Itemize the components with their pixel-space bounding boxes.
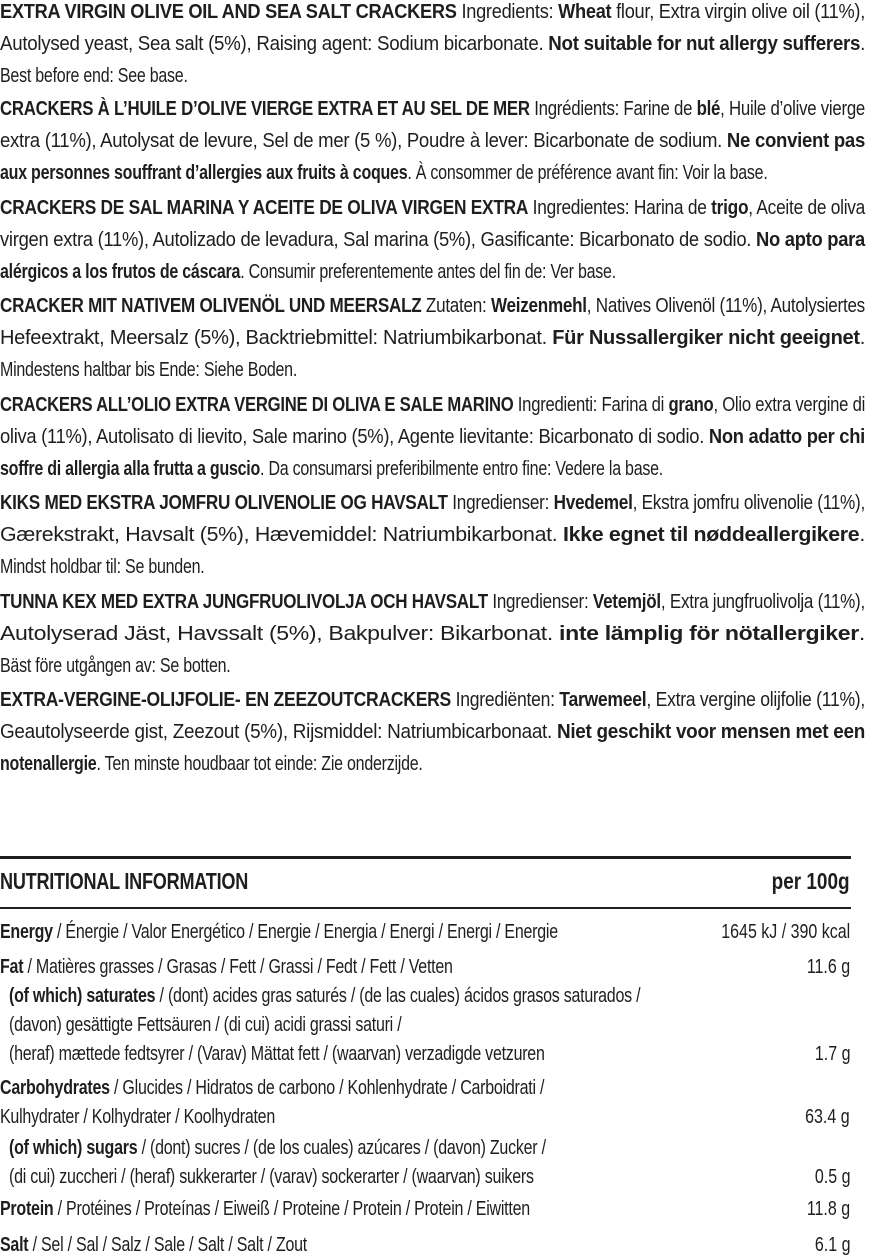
bold-segment: CRACKERS ALL’OLIO EXTRA VERGINE DI OLIVA E SALE MARINO (0, 394, 514, 416)
text-segment: Zutaten: (421, 295, 491, 317)
text-segment: (heraf) mættede fedtsyrer / (Varav) Mättat fett / (waarvan) verzadigde vetzuren (9, 1043, 545, 1065)
bold-segment: Weizenmehl (490, 295, 587, 317)
ingredients-paragraph-1-line (0, 61, 235, 91)
text-segment: Kulhydrater / Kolhydrater / Koolhydraten (0, 1106, 276, 1128)
text-segment: / Énergie / Valor Energético / Energie / Energia / Energi / Energi / Energie (52, 921, 558, 943)
ingredients-paragraph-6-line (0, 552, 256, 582)
text-segment: Ingredienti: Farina di (513, 394, 669, 416)
nutrition-row-sugars-label (9, 1162, 665, 1192)
nutrition-row-carbohydrates-value: 63.4 g (805, 1106, 850, 1128)
text-segment: / (dont) sucres / (de los cuales) azúcares / (davon) Zucker / (137, 1137, 546, 1159)
ingredients-paragraph-8-line (0, 717, 869, 747)
nutrition-row-salt-label (0, 1230, 384, 1260)
nutrition-row-saturates-label (9, 981, 798, 1011)
nutrition-row-carbohydrates-label (0, 1073, 680, 1103)
ingredients-paragraph-4-line (0, 323, 866, 353)
ingredients-paragraph-6-line (0, 520, 865, 550)
nutrition-row-salt-value: 6.1 g (814, 1234, 850, 1256)
text-segment: Mindestens haltbar bis Ende: Siehe Boden. (0, 359, 298, 381)
ingredients-paragraph-7-line (0, 619, 865, 649)
text-segment: , Aceite de oliva (748, 197, 866, 219)
nutrition-row-sugars-label (9, 1133, 680, 1163)
nutrition-row-saturates-label (9, 1010, 500, 1040)
ingredients-paragraph-6-line (0, 488, 869, 518)
text-segment: , Huile d’olive vierge (720, 98, 866, 120)
text-segment: , Extra jungfruolivolja (11%), (660, 591, 865, 613)
text-segment: . À consommer de préférence avant fin: Voir la base. (407, 162, 768, 184)
text-segment: Ingredienser: (447, 492, 554, 514)
text-segment: / Protéines / Proteínas / Eiweiß / Proteine / Protein / Protein / Eiwitten (53, 1198, 530, 1220)
ingredients-paragraph-5-line (0, 390, 869, 420)
text-segment: / (dont) acides gras saturés / (de las cuales) ácidos grasos saturados / (155, 985, 641, 1007)
bold-segment: soffre di allergia alla frutta a guscio (0, 458, 261, 480)
text-segment: , Extra vergine olijfolie (11%), (646, 689, 866, 711)
text-segment: Ingredientes: Harina de (528, 197, 712, 219)
ingredients-paragraph-3-line (0, 193, 869, 223)
nutrition-header-rule (0, 907, 851, 909)
text-segment: extra (11%), Autolysat de levure, Sel de mer (5 %), Poudre à lever: Bicarbonate de sodium. (0, 130, 727, 152)
bold-segment: inte lämplig för nötallergiker (559, 623, 859, 645)
text-segment: Best before end: See base. (0, 65, 188, 87)
bold-segment: EXTRA VIRGIN OLIVE OIL AND SEA SALT CRACKERS (0, 1, 457, 23)
text-segment: Ingredients: (456, 1, 559, 23)
ingredients-paragraph-5-line (0, 454, 829, 484)
text-segment: / Matières grasses / Grasas / Fett / Grassi / Fedt / Fett / Vetten (23, 956, 453, 978)
bold-segment: Energy (0, 921, 53, 943)
bold-segment: Fat (0, 956, 24, 978)
text-segment: . (858, 623, 865, 645)
bold-segment: TUNNA KEX MED EXTRA JUNGFRUOLIVOLJA OCH HAVSALT (0, 591, 488, 613)
text-segment: / Sel / Sal / Salz / Sale / Salt / Salt / Zout (28, 1234, 308, 1256)
text-segment: Ingredienser: (487, 591, 593, 613)
text-segment: Ingrédients: Farine de (529, 98, 697, 120)
bold-segment: blé (696, 98, 721, 120)
text-segment: Bäst före utgången av: Se botten. (0, 655, 231, 677)
bold-segment: Hvedemel (553, 492, 633, 514)
text-segment: (davon) gesättigte Fettsäuren / (di cui) acidi grassi saturi / (9, 1014, 402, 1036)
bold-segment: alérgicos a los frutos de cáscara (0, 261, 241, 283)
text-segment: , Natives Olivenöl (11%), Autolysiertes (586, 295, 865, 317)
text-segment: , Olio extra vergine di (713, 394, 866, 416)
text-segment: . (859, 524, 865, 546)
bold-segment: (of which) sugars (9, 1137, 138, 1159)
nutrition-row-energy-value: 1645 kJ / 390 kcal (721, 921, 850, 943)
ingredients-paragraph-1-line (0, 0, 869, 27)
text-segment: virgen extra (11%), Autolizado de levadura, Sal marina (5%), Gasificante: Bicarbonato de sodio. (0, 229, 756, 251)
text-segment: . (860, 33, 866, 55)
bold-segment: Niet geschikt voor mensen met een (556, 721, 865, 743)
bold-segment: CRACKER MIT NATIVEM OLIVENÖL UND MEERSALZ (0, 295, 422, 317)
text-segment: oliva (11%), Autolisato di lievito, Sale marino (5%), Agente lievitante: Bicarbonato di sodio. (0, 426, 709, 448)
nutrition-top-rule (0, 856, 851, 859)
nutrition-row-saturates-label (9, 1039, 679, 1069)
nutrition-row-protein-value: 11.8 g (806, 1198, 850, 1220)
ingredients-paragraph-7-line (0, 587, 869, 617)
text-segment: Gærekstrakt, Havsalt (5%), Hævemiddel: Natriumbikarbonat. (0, 524, 564, 546)
bold-segment: trigo (711, 197, 749, 219)
text-segment: . Ten minste houdbaar tot einde: Zie onderzijde. (96, 753, 423, 775)
text-segment: (di cui) zuccheri / (heraf) sukkerarter / (varav) sockerarter / (waarvan) suikers (9, 1166, 534, 1188)
bold-segment: Non adatto per chi (708, 426, 865, 448)
bold-segment: (of which) saturates (9, 985, 156, 1007)
bold-segment: No apto para (755, 229, 866, 251)
nutrition-title: NUTRITIONAL INFORMATION (0, 868, 249, 894)
text-segment: Hefeextrakt, Meersalz (5%), Backtriebmittel: Natriumbikarbonat. (0, 327, 553, 349)
ingredients-paragraph-5-line (0, 422, 869, 452)
text-segment: . Consumir preferentemente antes del fin de: Ver base. (240, 261, 616, 283)
ingredients-paragraph-3-line (0, 257, 770, 287)
bold-segment: Ikke egnet til nøddeallergikere (563, 524, 860, 546)
text-segment: / Glucides / Hidratos de carbono / Kohlenhydrate / Carboidrati / (109, 1077, 545, 1099)
ingredients-paragraph-4-line (0, 355, 371, 385)
text-segment: flour, Extra virgin olive oil (11%), (611, 1, 866, 23)
ingredients-paragraph-1-line (0, 29, 869, 59)
ingredients-paragraph-2-line (0, 126, 869, 156)
ingredients-paragraph-8-line (0, 685, 869, 715)
nutrition-row-fat-label (0, 952, 566, 982)
nutrition-row-fat-value: 11.6 g (806, 956, 850, 978)
text-segment: Ingrediënten: (451, 689, 560, 711)
bold-segment: Carbohydrates (0, 1077, 110, 1099)
bold-segment: CRACKERS DE SAL MARINA Y ACEITE DE OLIVA VIRGEN EXTRA (0, 197, 529, 219)
bold-segment: Tarwemeel (559, 689, 647, 711)
ingredients-paragraph-2-line (0, 158, 869, 188)
text-segment: , Ekstra jomfru olivenolie (11%), (632, 492, 866, 514)
ingredients-paragraph-7-line (0, 651, 288, 681)
per-100g-label: per 100g (772, 868, 850, 894)
bold-segment: grano (668, 394, 714, 416)
bold-segment: Vetemjöl (592, 591, 661, 613)
nutrition-row-saturates-value: 1.7 g (814, 1043, 850, 1065)
text-segment: . Da consumarsi preferibilmente entro fine: Vedere la base. (260, 458, 663, 480)
bold-segment: KIKS MED EKSTRA JOMFRU OLIVENOLIE OG HAVSALT (0, 492, 448, 514)
nutrition-row-sugars-value: 0.5 g (814, 1166, 850, 1188)
bold-segment: CRACKERS À L’HUILE D’OLIVE VIERGE EXTRA ET AU SEL DE MER (0, 98, 530, 120)
ingredients-paragraph-4-line (0, 291, 869, 321)
bold-segment: notenallergie (0, 753, 97, 775)
text-segment: Mindst holdbar til: Se bunden. (0, 556, 205, 578)
nutrition-row-energy-label (0, 917, 697, 947)
nutrition-row-carbohydrates-label (0, 1102, 344, 1132)
text-segment: Autolyserad Jäst, Havssalt (5%), Bakpulver: Bikarbonat. (0, 623, 560, 645)
bold-segment: Salt (0, 1234, 29, 1256)
nutrition-row-protein-label (0, 1194, 662, 1224)
text-segment: . (859, 327, 866, 349)
bold-segment: Für Nussallergiker nicht geeignet (552, 327, 860, 349)
bold-segment: EXTRA-VERGINE-OLIJFOLIE- EN ZEEZOUTCRACKERS (0, 689, 452, 711)
bold-segment: aux personnes souffrant d’allergies aux fruits à coques (0, 162, 408, 184)
bold-segment: Not suitable for nut allergy sufferers (548, 33, 861, 55)
ingredients-paragraph-3-line (0, 225, 869, 255)
text-segment: Autolysed yeast, Sea salt (5%), Raising agent: Sodium bicarbonate. (0, 33, 549, 55)
ingredients-paragraph-2-line (0, 94, 869, 124)
bold-segment: Wheat (558, 1, 612, 23)
bold-segment: Ne convient pas (726, 130, 866, 152)
text-segment: Geautolyseerde gist, Zeezout (5%), Rijsmiddel: Natriumbicarbonaat. (0, 721, 557, 743)
ingredients-paragraph-8-line (0, 749, 528, 779)
bold-segment: Protein (0, 1198, 54, 1220)
